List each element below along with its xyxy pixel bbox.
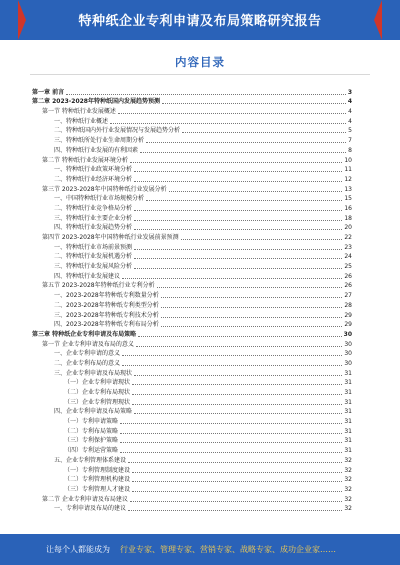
toc-entry-label: 四、特种纸行业发展的有利因素 bbox=[54, 146, 139, 154]
toc-entry-label: 四、特种纸行业发展趋势分析 bbox=[54, 224, 133, 232]
toc-entry[interactable] bbox=[32, 386, 352, 396]
toc-entry-page: 26 bbox=[344, 282, 352, 290]
toc-entry[interactable] bbox=[32, 338, 352, 348]
toc-entry-label: 第一章 前言 bbox=[32, 88, 65, 96]
toc-leader-dots bbox=[134, 220, 342, 221]
toc-entry-page: 20 bbox=[344, 224, 352, 232]
toc-entry-label: 二、特种纸国内外行业发展情况与发展趋势分析 bbox=[54, 127, 181, 135]
toc-entry[interactable] bbox=[32, 115, 352, 125]
toc-leader-dots bbox=[120, 452, 342, 453]
toc-leader-dots bbox=[132, 394, 342, 395]
toc-entry[interactable] bbox=[32, 435, 352, 445]
toc-entry-page: 8 bbox=[348, 146, 352, 154]
toc-entry[interactable] bbox=[32, 173, 352, 183]
toc-entry-label: 第二节 企业专利申请及布局建议 bbox=[42, 495, 128, 503]
toc-title: 内容目录 bbox=[175, 55, 225, 69]
toc-entry-page: 28 bbox=[344, 301, 352, 309]
toc-entry[interactable] bbox=[32, 474, 352, 484]
toc-leader-dots bbox=[120, 442, 342, 443]
toc-entry-page: 23 bbox=[344, 243, 352, 251]
toc-entry-page: 30 bbox=[344, 340, 352, 348]
toc-entry-page: 4 bbox=[348, 108, 352, 116]
toc-entry[interactable] bbox=[32, 348, 352, 358]
toc-entry[interactable] bbox=[32, 134, 352, 144]
toc-entry[interactable] bbox=[32, 96, 352, 106]
table-of-contents bbox=[32, 86, 352, 512]
toc-leader-dots bbox=[66, 94, 346, 95]
toc-entry-page: 31 bbox=[344, 379, 352, 387]
toc-entry-label: 四、特种纸行业发展建议 bbox=[54, 272, 121, 280]
toc-entry[interactable] bbox=[32, 154, 352, 164]
toc-leader-dots bbox=[118, 113, 346, 114]
toc-leader-dots bbox=[134, 181, 342, 182]
toc-entry-label: 一、专利申请及布局的建议 bbox=[54, 505, 127, 513]
toc-entry-label: 二、特种纸行业竞争格局分析 bbox=[54, 204, 133, 212]
toc-entry[interactable] bbox=[32, 357, 352, 367]
header-right-accent bbox=[374, 0, 382, 40]
toc-entry-label: 一、特种纸行业概述 bbox=[54, 117, 109, 125]
toc-leader-dots bbox=[110, 123, 346, 124]
toc-entry[interactable] bbox=[32, 493, 352, 503]
toc-entry[interactable] bbox=[32, 309, 352, 319]
toc-entry[interactable] bbox=[32, 241, 352, 251]
toc-entry-page: 31 bbox=[344, 408, 352, 416]
toc-leader-dots bbox=[146, 142, 346, 143]
toc-leader-dots bbox=[181, 239, 343, 240]
toc-leader-dots bbox=[130, 162, 342, 163]
toc-entry[interactable] bbox=[32, 202, 352, 212]
toc-leader-dots bbox=[130, 501, 342, 502]
toc-entry[interactable] bbox=[32, 270, 352, 280]
toc-entry[interactable] bbox=[32, 289, 352, 299]
toc-entry-page: 31 bbox=[344, 427, 352, 435]
toc-entry-page: 4 bbox=[347, 98, 352, 106]
toc-entry[interactable] bbox=[32, 367, 352, 377]
toc-entry-page: 31 bbox=[344, 369, 352, 377]
toc-entry-label: （二）企业专利布局现状 bbox=[64, 389, 131, 396]
toc-entry-label: 第四节 2023-2028年中国特种纸行业发展前景预测 bbox=[42, 234, 179, 241]
toc-entry[interactable] bbox=[32, 415, 352, 425]
toc-entry-label: 一、2023-2028年特种纸专利数量分析 bbox=[54, 292, 159, 300]
toc-entry[interactable] bbox=[32, 260, 352, 270]
toc-entry-label: 二、企业专利布局的意义 bbox=[54, 359, 121, 367]
toc-entry-page: 11 bbox=[344, 166, 352, 174]
toc-entry-page: 32 bbox=[344, 456, 352, 464]
toc-entry-label: 一、特种纸行业政策环境分析 bbox=[54, 166, 133, 174]
toc-entry-label: （二）专利管理机构建设 bbox=[64, 476, 131, 484]
toc-entry[interactable] bbox=[32, 144, 352, 154]
toc-leader-dots bbox=[134, 249, 342, 250]
toc-entry-label: 三、企业专利申请及布局现状 bbox=[54, 369, 133, 377]
toc-entry[interactable] bbox=[32, 396, 352, 406]
toc-entry[interactable] bbox=[32, 406, 352, 416]
toc-entry-label: 第二节 特种纸行业发展环境分析 bbox=[42, 156, 128, 164]
footer-slogan-right: 行业专家、管理专家、营销专家、战略专家、成功企业家…… bbox=[120, 545, 336, 554]
toc-entry-page: 16 bbox=[344, 204, 352, 212]
toc-entry-page: 30 bbox=[343, 330, 352, 338]
toc-entry-page: 12 bbox=[344, 175, 352, 183]
toc-entry[interactable] bbox=[32, 164, 352, 174]
toc-entry-page: 32 bbox=[344, 495, 352, 503]
toc-entry[interactable] bbox=[32, 280, 352, 290]
toc-leader-dots bbox=[161, 317, 343, 318]
toc-leader-dots bbox=[122, 355, 342, 356]
toc-entry-label: 第一节 企业专利申请及布局的意义 bbox=[42, 340, 134, 348]
toc-entry[interactable] bbox=[32, 503, 352, 513]
toc-entry-page: 24 bbox=[344, 253, 352, 261]
footer-banner bbox=[0, 534, 400, 565]
toc-entry-label: （四）专利运营策略 bbox=[64, 447, 119, 455]
toc-entry-label: 二、特种纸行业经济环境分析 bbox=[54, 175, 133, 183]
toc-entry-label: 第五节 2023-2028年特种纸行业专利分析 bbox=[42, 282, 155, 290]
toc-entry[interactable] bbox=[32, 222, 352, 232]
toc-entry-label: 四、企业专利申请及布局策略 bbox=[54, 408, 133, 416]
toc-leader-dots bbox=[134, 375, 342, 376]
toc-entry[interactable] bbox=[32, 125, 352, 135]
toc-entry-label: （一）企业专利申请现状 bbox=[64, 379, 131, 387]
toc-leader-dots bbox=[162, 103, 346, 104]
toc-entry[interactable] bbox=[32, 444, 352, 454]
toc-entry[interactable] bbox=[32, 454, 352, 464]
toc-entry[interactable] bbox=[32, 183, 352, 193]
toc-entry-page: 31 bbox=[344, 398, 352, 406]
toc-entry-page: 31 bbox=[344, 418, 352, 426]
toc-leader-dots bbox=[138, 336, 342, 337]
toc-entry[interactable] bbox=[32, 299, 352, 309]
footer-slogan-left: 让每个人都能成为 bbox=[46, 545, 110, 554]
toc-leader-dots bbox=[132, 491, 342, 492]
toc-leader-dots bbox=[134, 413, 342, 414]
toc-entry-label: 第三节 2023-2028年中国特种纸行业发展分析 bbox=[42, 185, 167, 193]
toc-leader-dots bbox=[134, 229, 342, 230]
toc-entry-label: 一、企业专利申请的意义 bbox=[54, 350, 121, 358]
toc-leader-dots bbox=[140, 152, 346, 153]
toc-entry-label: 一、特种纸行业市场前景预测 bbox=[54, 243, 133, 251]
toc-entry-page: 31 bbox=[344, 447, 352, 455]
toc-entry[interactable] bbox=[32, 251, 352, 261]
toc-entry-label: 三、特种纸行业主要企业分析 bbox=[54, 214, 133, 222]
toc-leader-dots bbox=[169, 191, 343, 192]
toc-leader-dots bbox=[120, 423, 342, 424]
toc-entry-page: 13 bbox=[344, 185, 352, 193]
toc-entry[interactable] bbox=[32, 231, 352, 241]
toc-entry-label: 五、企业专利管理体系建设 bbox=[54, 456, 127, 464]
toc-leader-dots bbox=[161, 326, 343, 327]
toc-leader-dots bbox=[157, 287, 343, 288]
toc-entry[interactable] bbox=[32, 193, 352, 203]
toc-entry[interactable] bbox=[32, 425, 352, 435]
toc-entry-page: 32 bbox=[344, 476, 352, 484]
toc-entry-label: 四、2023-2028年特种纸专利布局分析 bbox=[54, 321, 159, 329]
toc-leader-dots bbox=[132, 404, 342, 405]
toc-leader-dots bbox=[134, 210, 342, 211]
toc-entry-label: （二）专利布局策略 bbox=[64, 427, 119, 435]
toc-entry-page: 27 bbox=[344, 292, 352, 300]
toc-leader-dots bbox=[132, 481, 342, 482]
toc-divider bbox=[30, 74, 370, 75]
toc-leader-dots bbox=[134, 268, 342, 269]
toc-entry-label: 二、特种纸行业发展机遇分析 bbox=[54, 253, 133, 261]
toc-leader-dots bbox=[122, 365, 342, 366]
toc-entry[interactable] bbox=[32, 212, 352, 222]
toc-leader-dots bbox=[134, 171, 342, 172]
toc-leader-dots bbox=[132, 472, 342, 473]
toc-entry-page: 32 bbox=[344, 466, 352, 474]
toc-entry-label: 三、特种纸行业发展风险分析 bbox=[54, 263, 133, 271]
toc-entry-page: 7 bbox=[348, 137, 352, 145]
toc-entry-page: 32 bbox=[344, 505, 352, 513]
toc-leader-dots bbox=[120, 433, 342, 434]
toc-entry[interactable] bbox=[32, 483, 352, 493]
toc-leader-dots bbox=[122, 278, 342, 279]
toc-entry[interactable] bbox=[32, 86, 352, 96]
toc-entry-page: 18 bbox=[344, 214, 352, 222]
toc-entry-page: 22 bbox=[344, 234, 352, 241]
toc-entry[interactable] bbox=[32, 319, 352, 329]
toc-entry-label: （三）企业专利管理现状 bbox=[64, 398, 131, 406]
toc-entry-page: 4 bbox=[348, 117, 352, 125]
toc-entry-label: 三、特种纸所处行业生命周期分析 bbox=[54, 137, 145, 145]
toc-entry-page: 25 bbox=[344, 263, 352, 271]
toc-entry-page: 3 bbox=[347, 88, 352, 96]
toc-entry-label: 二、2023-2028年特种纸专利类型分析 bbox=[54, 301, 159, 309]
toc-leader-dots bbox=[136, 346, 342, 347]
toc-leader-dots bbox=[161, 297, 343, 298]
toc-entry[interactable] bbox=[32, 377, 352, 387]
toc-entry-label: （一）专利管理制度建设 bbox=[64, 466, 131, 474]
toc-entry-page: 29 bbox=[344, 311, 352, 319]
toc-entry-page: 15 bbox=[344, 195, 352, 203]
toc-leader-dots bbox=[182, 132, 346, 133]
toc-entry[interactable] bbox=[32, 105, 352, 115]
toc-entry[interactable] bbox=[32, 464, 352, 474]
toc-entry-page: 29 bbox=[344, 321, 352, 329]
toc-entry-label: 第二章 2023-2028年特种纸国内发展趋势预测 bbox=[32, 98, 160, 106]
report-title: 特种纸企业专利申请及布局策略研究报告 bbox=[78, 14, 322, 29]
toc-entry-page: 10 bbox=[344, 156, 352, 164]
toc-entry-page: 30 bbox=[344, 359, 352, 367]
toc-entry[interactable] bbox=[32, 328, 352, 338]
toc-entry-label: （三）专利管理人才建设 bbox=[64, 485, 131, 493]
toc-leader-dots bbox=[161, 307, 343, 308]
toc-entry-label: （三）专利保护策略 bbox=[64, 437, 119, 445]
toc-entry-page: 31 bbox=[344, 389, 352, 396]
toc-leader-dots bbox=[128, 510, 342, 511]
toc-entry-page: 30 bbox=[344, 350, 352, 358]
toc-entry-label: 第一节 特种纸行业发展概述 bbox=[42, 108, 116, 116]
toc-entry-label: （一）专利申请策略 bbox=[64, 418, 119, 426]
toc-entry-page: 26 bbox=[344, 272, 352, 280]
toc-leader-dots bbox=[128, 462, 342, 463]
toc-entry-label: 一、中国特种纸行业市场规模分析 bbox=[54, 195, 145, 203]
toc-entry-label: 第三章 特种纸企业专利申请及布局策略 bbox=[32, 330, 137, 338]
toc-entry-label: 三、2023-2028年特种纸专利技术分析 bbox=[54, 311, 159, 319]
toc-entry-page: 32 bbox=[344, 485, 352, 493]
toc-leader-dots bbox=[134, 258, 342, 259]
toc-entry-page: 31 bbox=[344, 437, 352, 445]
toc-leader-dots bbox=[146, 200, 342, 201]
header-banner bbox=[0, 0, 400, 40]
toc-entry-page: 5 bbox=[348, 127, 352, 135]
toc-leader-dots bbox=[132, 384, 342, 385]
